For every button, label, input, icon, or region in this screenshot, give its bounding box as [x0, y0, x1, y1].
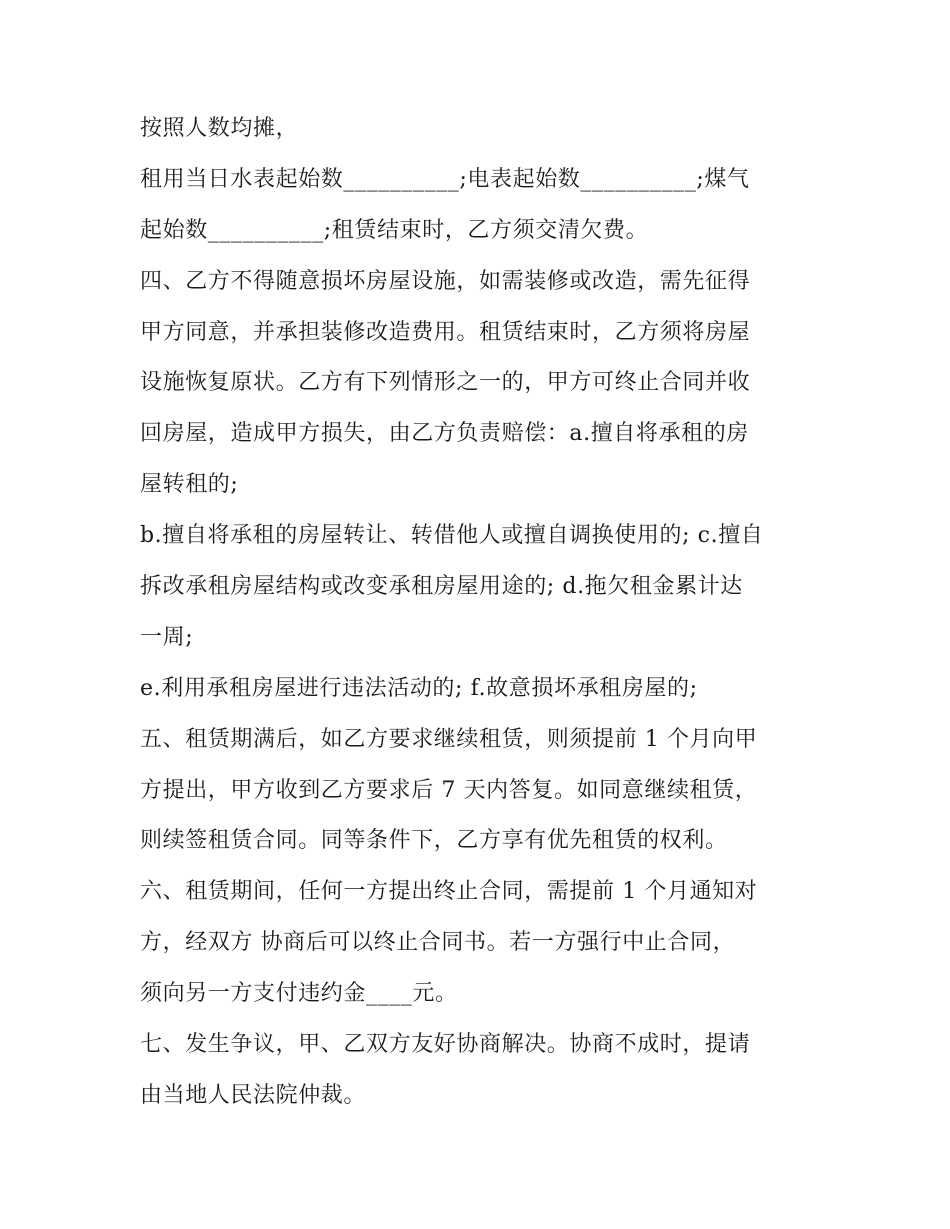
text-line-6: 设施恢复原状。乙方有下列情形之一的，甲方可终止合同并收 — [140, 370, 751, 396]
text-line-18: 须向另一方支付违约金____元。 — [140, 981, 458, 1007]
text-line-2: 租用当日水表起始数__________;电表起始数__________;煤气 — [140, 166, 750, 192]
text-line-8: 屋转租的; — [140, 472, 239, 498]
text-line-12: e.利用承租房屋进行违法活动的; f.故意损坏承租房屋的; — [140, 675, 698, 701]
text-line-3: 起始数__________;租赁结束时，乙方须交清欠费。 — [140, 217, 649, 243]
contract-text-body — [140, 109, 820, 1127]
text-line-16: 六、租赁期间，任何一方提出终止合同，需提前 1 个月通知对 — [140, 879, 758, 905]
text-line-5: 甲方同意，并承担装修改造费用。租赁结束时，乙方须将房屋 — [140, 319, 751, 345]
text-line-14: 方提出，甲方收到乙方要求后 7 天内答复。如同意继续租赁， — [140, 777, 758, 803]
text-line-19: 七、发生争议，甲、乙双方友好协商解决。协商不成时，提请 — [140, 1032, 751, 1058]
text-line-13: 五、租赁期满后，如乙方要求继续租赁，则须提前 1 个月向甲 — [140, 726, 758, 752]
text-line-20: 由当地人民法院仲裁。 — [140, 1082, 367, 1108]
text-line-15: 则续签租赁合同。同等条件下，乙方享有优先租赁的权利。 — [140, 828, 728, 854]
text-line-10: 拆改承租房屋结构或改变承租房屋用途的; d.拖欠租金累计达 — [140, 574, 743, 600]
text-line-17: 方，经双方 协商后可以终止合同书。若一方强行中止合同， — [140, 930, 736, 956]
text-line-7: 回房屋，造成甲方损失，由乙方负责赔偿：a.擅自将承租的房 — [140, 421, 749, 447]
text-line-9: b.擅自将承租的房屋转让、转借他人或擅自调换使用的; c.擅自 — [140, 523, 764, 549]
text-line-4: 四、乙方不得随意损坏房屋设施，如需装修或改造，需先征得 — [140, 268, 751, 294]
text-line-1: 按照人数均摊， — [140, 116, 299, 141]
text-line-11: 一周; — [140, 624, 194, 650]
